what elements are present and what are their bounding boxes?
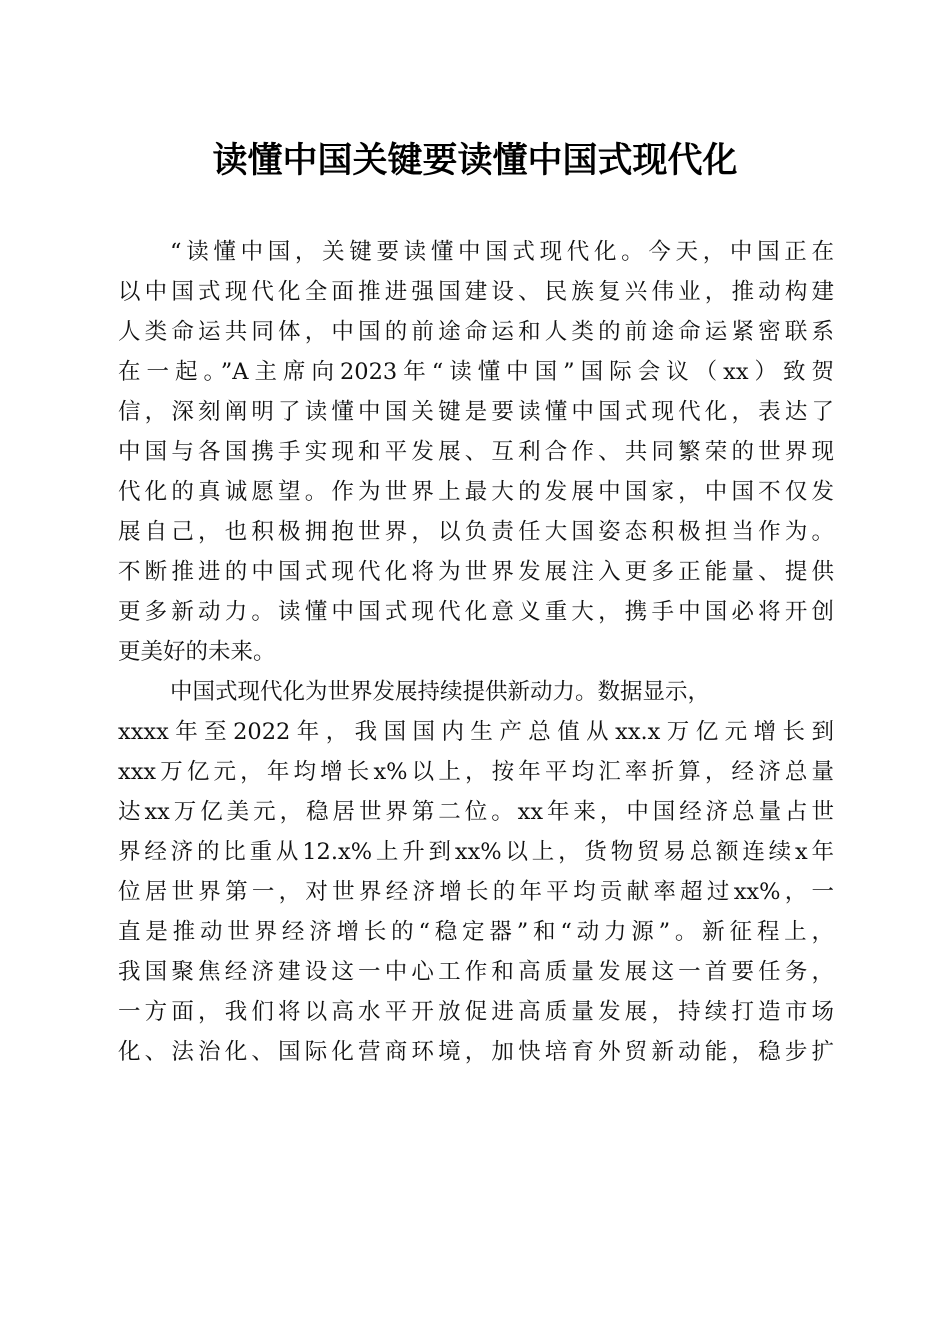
- paragraph-2-line-6: 位居世界第一，对世界经济增长的年平均贡献率超过xx%，一: [118, 879, 834, 905]
- paragraph-2-line-4: 达xx万亿美元，稳居世界第二位。xx年来，中国经济总量占世: [118, 799, 834, 825]
- paragraph-1: [118, 232, 834, 672]
- paragraph-1-line-2: 以中国式现代化全面推进强国建设、民族复兴伟业，推动构建: [118, 279, 834, 305]
- paragraph-2: [118, 672, 834, 1072]
- paragraph-2-line-9: 一方面，我们将以高水平开放促进高质量发展，持续打造市场: [118, 999, 834, 1025]
- paragraph-1-line-11: 更美好的未来。: [118, 639, 276, 665]
- paragraph-1-line-1: “读懂中国，关键要读懂中国式现代化。今天，中国正在: [170, 239, 834, 265]
- paragraph-2-line-7: 直是推动世界经济增长的“稳定器”和“动力源”。新征程上，: [118, 919, 834, 945]
- paragraph-1-line-9: 不断推进的中国式现代化将为世界发展注入更多正能量、提供: [118, 559, 834, 585]
- paragraph-2-line-2: xxxx年至2022年，我国国内生产总值从xx.x万亿元增长到: [118, 719, 834, 745]
- paragraph-2-line-10: 化、法治化、国际化营商环境，加快培育外贸新动能，稳步扩: [118, 1039, 834, 1065]
- paragraph-1-line-4: 在一起。”A主席向2023年“读懂中国”国际会议（xx）致贺: [118, 359, 834, 385]
- document-body: [118, 232, 834, 1072]
- paragraph-1-line-5: 信，深刻阐明了读懂中国关键是要读懂中国式现代化，表达了: [118, 399, 834, 425]
- paragraph-1-line-6: 中国与各国携手实现和平发展、互利合作、共同繁荣的世界现: [118, 439, 834, 465]
- paragraph-2-line-5: 界经济的比重从12.x%上升到xx%以上，货物贸易总额连续x年: [118, 839, 834, 865]
- paragraph-1-line-3: 人类命运共同体，中国的前途命运和人类的前途命运紧密联系: [118, 319, 834, 345]
- paragraph-1-line-8: 展自己，也积极拥抱世界，以负责任大国姿态积极担当作为。: [118, 519, 834, 545]
- paragraph-1-line-7: 代化的真诚愿望。作为世界上最大的发展中国家，中国不仅发: [118, 479, 834, 505]
- paragraph-2-line-3: xxx万亿元，年均增长x%以上，按年平均汇率折算，经济总量: [118, 759, 834, 785]
- paragraph-2-line-1: 中国式现代化为世界发展持续提供新动力。数据显示，: [170, 679, 711, 705]
- paragraph-2-line-8: 我国聚焦经济建设这一中心工作和高质量发展这一首要任务，: [118, 959, 834, 985]
- document-title: 读懂中国关键要读懂中国式现代化: [212, 140, 738, 181]
- paragraph-1-line-10: 更多新动力。读懂中国式现代化意义重大，携手中国必将开创: [118, 599, 834, 625]
